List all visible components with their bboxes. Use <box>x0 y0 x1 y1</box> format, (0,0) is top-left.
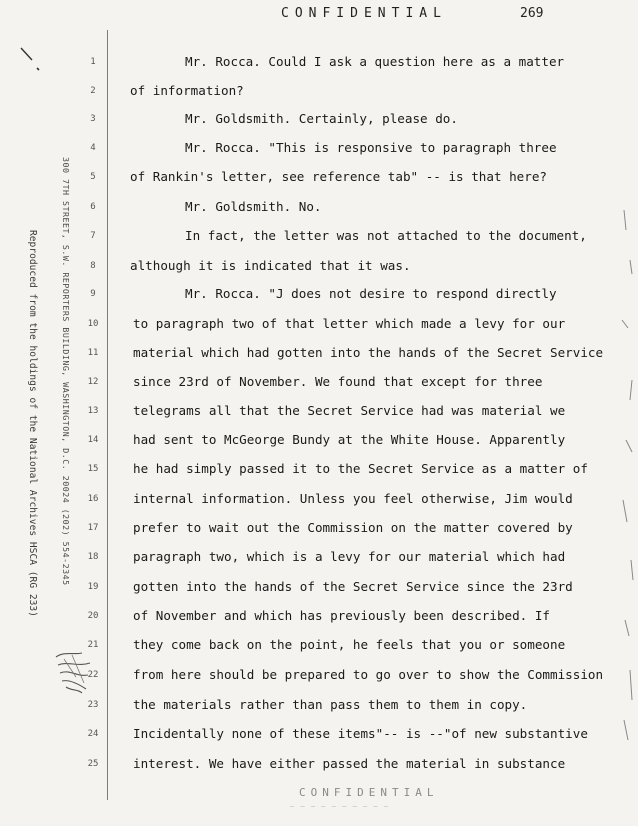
line-number: 9 <box>90 289 96 299</box>
reproduction-note: Reproduced from the holdings of the National Archives HSCA (RG 233) <box>27 230 38 617</box>
transcript-line: material which had gotten into the hands of the Secret Service <box>133 345 604 360</box>
transcript-line: gotten into the hands of the Secret Service since the 23rd <box>133 579 573 594</box>
confidential-footer: CONFIDENTIAL <box>299 786 439 799</box>
line-number: 10 <box>87 319 99 329</box>
transcript-line: In fact, the letter was not attached to the document, <box>185 228 587 243</box>
line-number: 4 <box>90 143 96 153</box>
transcript-line: interest. We have either passed the material in substance <box>133 756 566 771</box>
transcript-line: Mr. Goldsmith. Certainly, please do. <box>185 111 458 126</box>
line-number: 21 <box>87 640 99 650</box>
transcript-line: the materials rather than pass them to them in copy. <box>133 697 528 712</box>
transcript-line: prefer to wait out the Commission on the matter covered by <box>133 520 573 535</box>
page-number: 269 <box>520 6 544 21</box>
transcript-line: from here should be prepared to go over to show the Commission <box>133 667 604 682</box>
line-number: 7 <box>90 231 96 241</box>
line-number: 25 <box>87 759 99 769</box>
line-number: 24 <box>87 729 99 739</box>
line-number: 23 <box>87 700 99 710</box>
line-number: 5 <box>90 172 96 182</box>
scan-edge-noise <box>618 200 638 760</box>
line-number: 2 <box>90 86 96 96</box>
line-number: 18 <box>87 552 99 562</box>
transcript-line: Incidentally none of these items"-- is --"of new substantive <box>133 726 588 741</box>
line-number: 13 <box>87 406 99 416</box>
line-number: 17 <box>87 523 99 533</box>
transcript-line: he had simply passed it to the Secret Service as a matter of <box>133 461 588 476</box>
pen-tick-mark <box>18 44 42 74</box>
line-number: 8 <box>90 261 96 271</box>
footer-faint-marking: — — — — — — — — — — <box>290 802 390 810</box>
line-number: 19 <box>87 582 99 592</box>
transcript-line: although it is indicated that it was. <box>130 258 411 273</box>
transcript-line: of November and which has previously been described. If <box>133 608 551 623</box>
transcript-line: since 23rd of November. We found that except for three <box>133 374 543 389</box>
line-number: 12 <box>87 377 99 387</box>
transcript-line: telegrams all that the Secret Service had was material we <box>133 403 566 418</box>
transcript-line: Mr. Rocca. Could I ask a question here as a matter <box>185 54 565 69</box>
line-number: 22 <box>87 670 99 680</box>
line-number: 6 <box>90 202 96 212</box>
line-number: 14 <box>87 435 99 445</box>
margin-rule <box>107 30 108 800</box>
transcript-line: Mr. Rocca. "J does not desire to respond directly <box>185 286 557 301</box>
line-number: 3 <box>90 114 96 124</box>
reporter-address-stamp: 300 7TH STREET, S.W. REPORTERS BUILDING, WASHINGTON, D.C. 20024 (202) 554-2345 <box>61 157 71 586</box>
transcript-line: internal information. Unless you feel otherwise, Jim would <box>133 491 573 506</box>
line-number: 11 <box>87 348 99 358</box>
line-number: 20 <box>87 611 99 621</box>
line-number: 1 <box>90 57 96 67</box>
transcript-line: of Rankin's letter, see reference tab" -- is that here? <box>130 169 548 184</box>
line-number: 16 <box>87 494 99 504</box>
line-number: 15 <box>87 464 99 474</box>
transcript-line: had sent to McGeorge Bundy at the White House. Apparently <box>133 432 566 447</box>
transcript-line: of information? <box>130 83 244 98</box>
transcript-line: Mr. Rocca. "This is responsive to paragraph three <box>185 140 557 155</box>
transcript-line: paragraph two, which is a levy for our material which had <box>133 549 566 564</box>
transcript-line: to paragraph two of that letter which made a levy for our <box>133 316 566 331</box>
transcript-line: they come back on the point, he feels that you or someone <box>133 637 566 652</box>
confidential-header: CONFIDENTIAL <box>281 6 447 21</box>
transcript-line: Mr. Goldsmith. No. <box>185 199 322 214</box>
